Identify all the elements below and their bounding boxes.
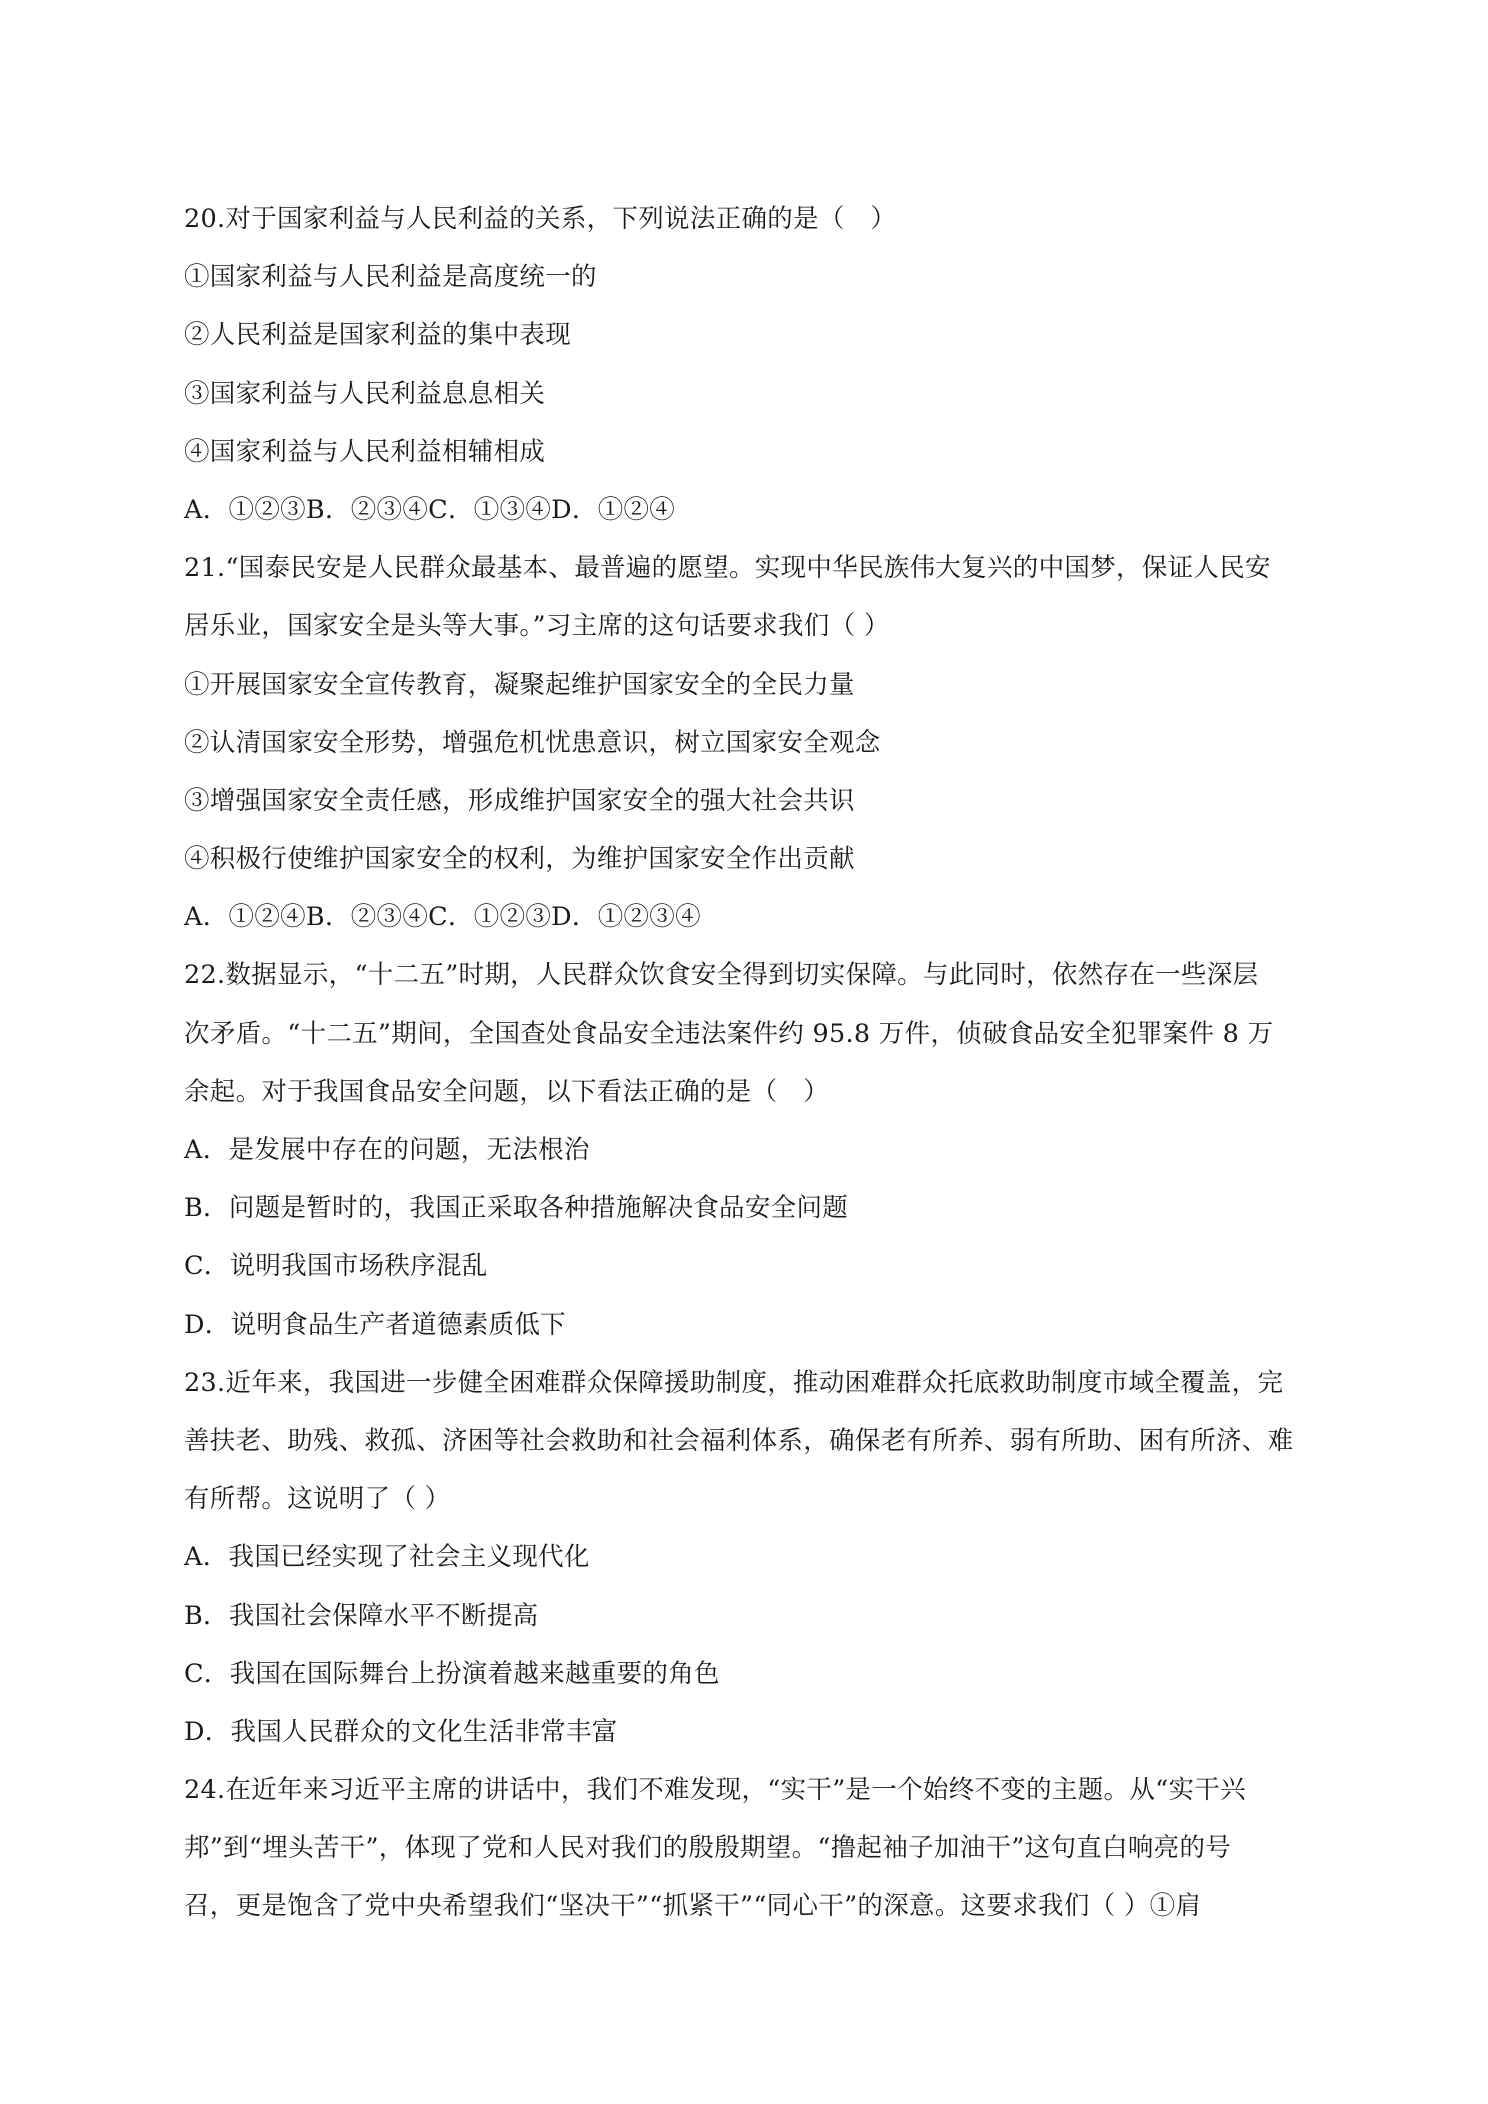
text-line: 次矛盾。“十二五”期间，全国查处食品安全违法案件约 95.8 万件，侦破食品安全犯罪案件 8 万 <box>184 1018 1274 1049</box>
text-line: A．是发展中存在的问题，无法根治 <box>184 1135 590 1165</box>
text-line: ②认清国家安全形势，增强危机忧患意识，树立国家安全观念 <box>184 727 881 758</box>
text-line: A．①②③B．②③④C．①③④D．①②④ <box>184 494 676 525</box>
document-body <box>184 190 1314 1936</box>
text-line: 召，更是饱含了党中央希望我们“坚决干”“抓紧干”“同心干”的深意。这要求我们（ ）①肩 <box>184 1891 1202 1922</box>
text-line: D．说明食品生产者道德素质低下 <box>184 1309 566 1340</box>
text-line: 24.在近年来习近平主席的讲话中，我们不难发现，“实干”是一个始终不变的主题。从“实干兴 <box>184 1775 1246 1806</box>
text-line: 23.近年来，我国进一步健全困难群众保障援助制度，推动困难群众托底救助制度市域全覆盖，完 <box>184 1367 1284 1398</box>
text-line: 余起。对于我国食品安全问题，以下看法正确的是（ ） <box>184 1076 830 1107</box>
text-line: C．我国在国际舞台上扮演着越来越重要的角色 <box>184 1658 720 1689</box>
text-line: 居乐业，国家安全是头等大事。”习主席的这句话要求我们（ ） <box>184 611 890 642</box>
text-line: B．问题是暂时的，我国正采取各种措施解决食品安全问题 <box>184 1193 849 1224</box>
text-line: D．我国人民群众的文化生活非常丰富 <box>184 1716 618 1747</box>
text-line: ④积极行使维护国家安全的权利，为维护国家安全作出贡献 <box>184 844 855 875</box>
text-line: ③增强国家安全责任感，形成维护国家安全的强大社会共识 <box>184 785 855 816</box>
text-line: 善扶老、助残、救孤、济困等社会救助和社会福利体系，确保老有所养、弱有所助、困有所济、难 <box>184 1425 1294 1456</box>
text-line: B．我国社会保障水平不断提高 <box>184 1600 539 1631</box>
text-line: 邦”到“埋头苦干”，体现了党和人民对我们的殷殷期望。“撸起袖子加油干”这句直白响亮的号 <box>184 1833 1232 1864</box>
text-line: 20.对于国家利益与人民利益的关系，下列说法正确的是（ ） <box>184 204 897 234</box>
text-line: ①开展国家安全宣传教育，凝聚起维护国家安全的全民力量 <box>184 669 855 700</box>
text-line: 有所帮。这说明了（ ） <box>184 1484 451 1515</box>
text-line: ④国家利益与人民利益相辅相成 <box>184 436 546 467</box>
text-line: C．说明我国市场秩序混乱 <box>184 1251 488 1282</box>
text-line: ③国家利益与人民利益息息相关 <box>184 378 546 409</box>
text-line: ②人民利益是国家利益的集中表现 <box>184 320 572 351</box>
text-line: A．①②④B．②③④C．①②③D．①②③④ <box>184 902 701 933</box>
text-line: 21.“国泰民安是人民群众最基本、最普遍的愿望。实现中华民族伟大复兴的中国梦，保证人民安 <box>184 553 1271 584</box>
text-line: ①国家利益与人民利益是高度统一的 <box>184 262 597 293</box>
text-line: 22.数据显示，“十二五”时期，人民群众饮食安全得到切实保障。与此同时，依然存在一些深层 <box>184 960 1259 991</box>
text-line: A．我国已经实现了社会主义现代化 <box>184 1542 590 1573</box>
